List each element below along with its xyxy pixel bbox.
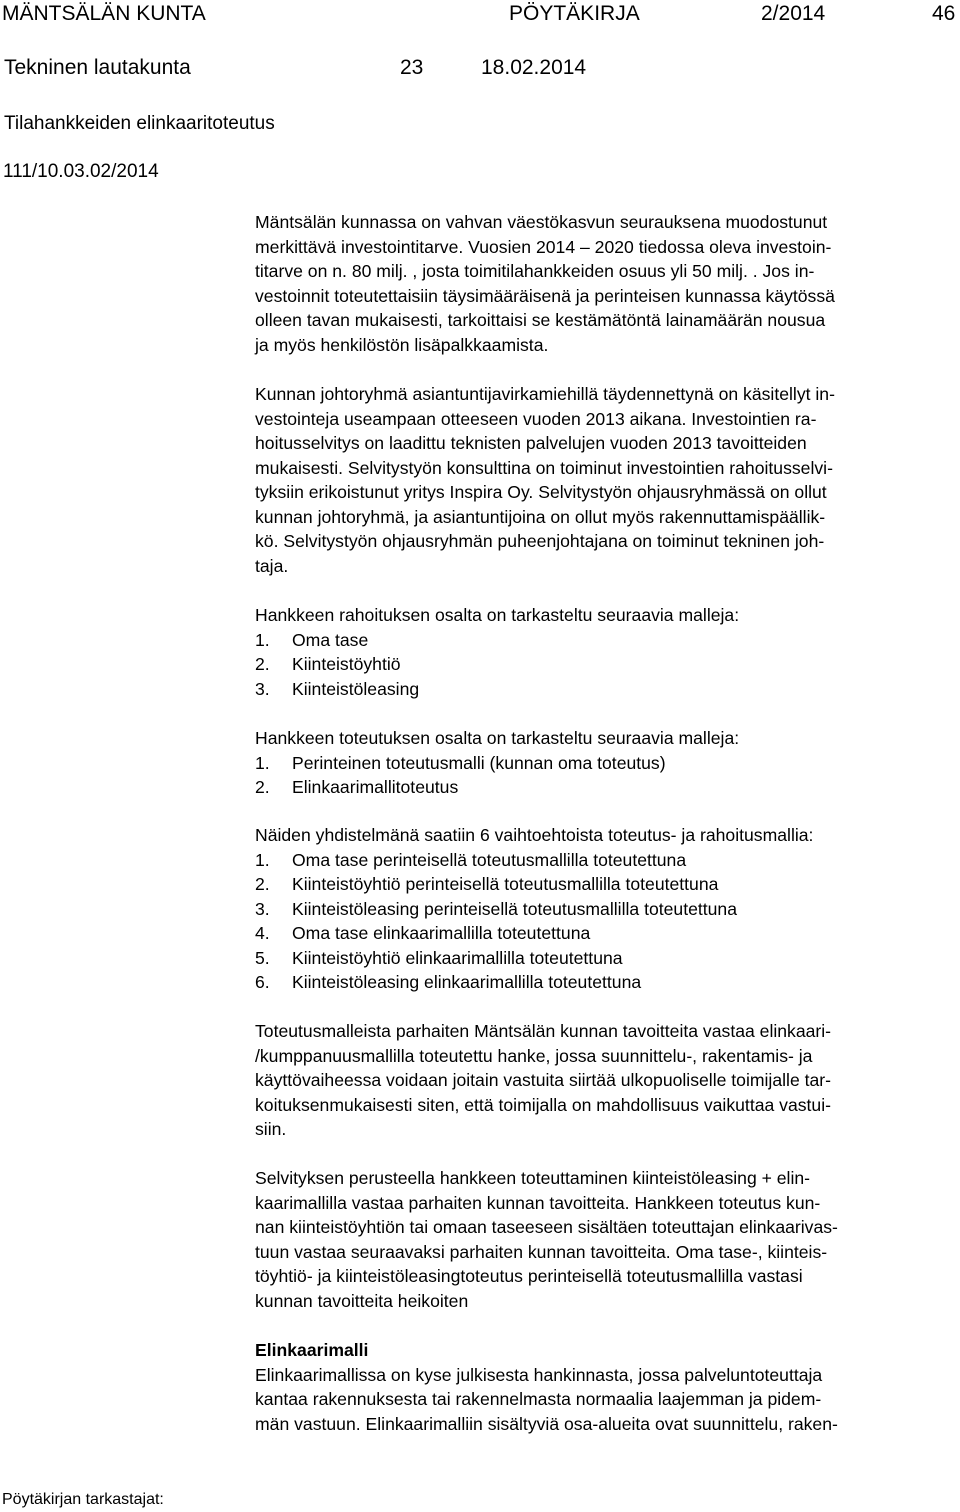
text-line: Elinkaarimallissa on kyse julkisesta hankinnasta, jossa palveluntoteuttaja <box>255 1364 823 1385</box>
financing-intro: Hankkeen rahoituksen osalta on tarkasteltu seuraavia malleja: <box>255 605 740 625</box>
text-line: kunnan tavoitteita heikoiten <box>255 1290 469 1311</box>
text-line: tuun vastaa seuraavaksi parhaiten kunnan tavoitteita. Oma tase-, kiinteis- <box>255 1241 828 1262</box>
combination-models-section <box>255 823 957 995</box>
text-line: Selvityksen perusteella hankkeen toteuttaminen kiinteistöleasing + elin- <box>255 1168 811 1188</box>
text-line: titarve on n. 80 milj. , josta toimitilahankkeiden osuus yli 50 milj. . Jos in- <box>255 261 815 281</box>
text-line: tyksiin erikoistunut yritys Inspira Oy. Selvitystyön ohjausryhmässä on ollut <box>255 482 827 502</box>
list-item: 1. Oma tase <box>255 629 369 650</box>
paragraph-investment-need <box>255 210 957 357</box>
page-number: 46 <box>932 2 956 25</box>
list-item: 3. Kiinteistöleasing <box>255 678 420 699</box>
list-item: 5. Kiinteistöyhtiö elinkaarimallilla toteutettuna <box>255 947 623 968</box>
text-line: siin. <box>255 1119 287 1139</box>
text-line: Mäntsälän kunnassa on vahvan väestökasvun seurauksena muodostunut <box>255 212 828 232</box>
text-line: vestointeja useampaan otteeseen vuoden 2013 aikana. Investointien ra- <box>255 408 817 429</box>
section-heading: Elinkaarimalli <box>255 1340 369 1360</box>
list-item: 2. Kiinteistöyhtiö <box>255 654 401 674</box>
meeting-date: 18.02.2014 <box>481 56 587 79</box>
list-item: 3. Kiinteistöleasing perinteisellä toteutusmallilla toteutettuna <box>255 898 737 919</box>
paragraph-management-review <box>255 382 957 578</box>
list-item: 2. Elinkaarimallitoteutus <box>255 777 459 797</box>
text-line: koituksenmukaisesti siten, että toimijalla on mahdollisuus vaikuttaa vastui- <box>255 1094 831 1115</box>
list-item: 4. Oma tase elinkaarimallilla toteutettuna <box>255 923 591 943</box>
municipality-name: MÄNTSÄLÄN KUNTA <box>2 2 206 25</box>
text-line: merkittävä investointitarve. Vuosien 2014 – 2020 tiedossa oleva investoin- <box>255 236 832 257</box>
text-line: mukaisesti. Selvitystyön konsulttina on toiminut investointien rahoitusselvi- <box>255 457 833 478</box>
paragraph-conclusion <box>255 1166 957 1313</box>
text-line: käyttövaiheessa voidaan joitain vastuita siirtää ulkopuoliselle toimijalle tar- <box>255 1070 832 1090</box>
text-line: kunnan johtoryhmä, ja asiantuntijoina on ollut myös rakennuttamispäällik- <box>255 506 826 527</box>
list-item: 1. Oma tase perinteisellä toteutusmallilla toteutettuna <box>255 849 687 870</box>
text-line: /kumppanuusmallilla toteutettu hanke, jossa suunnittelu-, rakentamis- ja <box>255 1045 813 1066</box>
item-title: Tilahankkeiden elinkaaritoteutus <box>4 113 275 134</box>
list-item: 2. Kiinteistöyhtiö perinteisellä toteutusmallilla toteutettuna <box>255 874 719 894</box>
combination-intro: Näiden yhdistelmänä saatiin 6 vaihtoehtoista toteutus- ja rahoitusmallia: <box>255 825 814 845</box>
text-line: taja. <box>255 555 289 576</box>
text-line: kantaa rakennuksesta tai rakennelmasta normaalia laajemman ja pidem- <box>255 1389 822 1409</box>
committee-name: Tekninen lautakunta <box>4 56 191 79</box>
text-line: vestoinnit toteutettaisiin täysimääräisenä ja perinteisen kunnassa käytössä <box>255 285 835 306</box>
paragraph-best-model <box>255 1019 957 1142</box>
text-line: töyhtiö- ja kiinteistöleasingtoteutus perinteisellä toteutusmallilla vastasi <box>255 1266 803 1286</box>
list-item: 1. Perinteinen toteutusmalli (kunnan oma toteutus) <box>255 752 666 773</box>
document-type: PÖYTÄKIRJA <box>509 2 640 25</box>
text-line: män vastuun. Elinkaarimalliin sisältyviä osa-alueita ovat suunnittelu, raken- <box>255 1413 838 1434</box>
text-line: hoitusselvitys on laadittu teknisten palvelujen vuoden 2013 tavoitteiden <box>255 433 807 453</box>
text-line: olleen tavan mukaisesti, tarkoittaisi se kestämätöntä lainamäärän nousua <box>255 310 826 330</box>
text-line: kö. Selvitystyön ohjausryhmän puheenjohtajana on toiminut tekninen joh- <box>255 531 825 551</box>
financing-models-section <box>255 603 957 701</box>
list-item: 6. Kiinteistöleasing elinkaarimallilla toteutettuna <box>255 972 642 992</box>
item-reference: 111/10.03.02/2014 <box>3 161 159 182</box>
text-line: ja myös henkilöstön lisäpalkkaamista. <box>255 334 549 355</box>
document-number: 2/2014 <box>761 2 826 25</box>
verifiers-label: Pöytäkirjan tarkastajat: <box>2 1491 164 1508</box>
text-line: Toteutusmalleista parhaiten Mäntsälän kunnan tavoitteita vastaa elinkaari- <box>255 1021 832 1041</box>
section-number: 23 <box>400 56 424 79</box>
implementation-intro: Hankkeen toteutuksen osalta on tarkasteltu seuraavia malleja: <box>255 728 740 748</box>
text-line: nan kiinteistöyhtiön tai omaan taseeseen sisältäen toteuttajan elinkaarivas- <box>255 1217 838 1237</box>
text-line: kaarimallilla vastaa parhaiten kunnan tavoitteita. Hankkeen toteutus kun- <box>255 1192 821 1213</box>
text-line: Kunnan johtoryhmä asiantuntijavirkamiehillä täydennettynä on käsitellyt in- <box>255 384 835 404</box>
implementation-models-section <box>255 726 957 800</box>
lifecycle-model-section <box>255 1338 957 1436</box>
